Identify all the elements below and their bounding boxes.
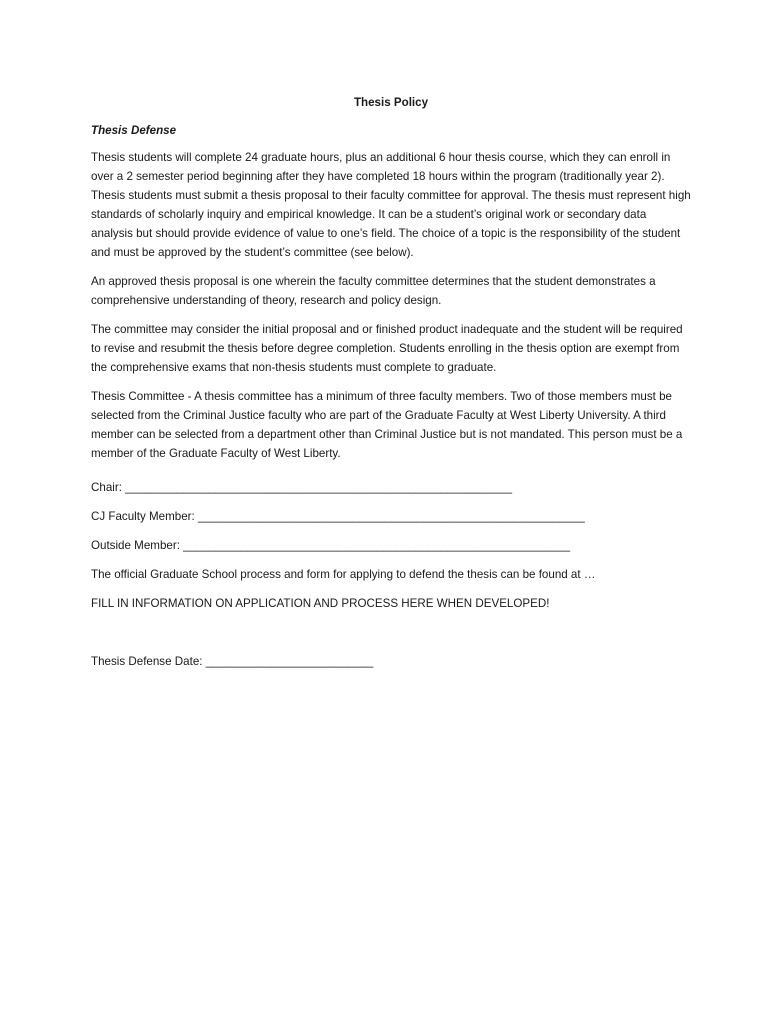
defense-date-line: Thesis Defense Date: __________________________ [91, 655, 374, 668]
spacer [91, 623, 691, 652]
document-title: Thesis Policy [353, 96, 429, 109]
paragraph-approved-proposal: An approved thesis proposal is one wherein the faculty committee determines that the student demonstrates a comprehensive understanding of theory, research and policy design. [91, 275, 656, 307]
cj-faculty-signature-line: CJ Faculty Member: ____________________________________________________________ [91, 510, 585, 523]
paragraph-committee-revision: The committee may consider the initial proposal and or finished product inadequate and the student will be required to revise and resubmit the thesis before degree completion. Students enrolling in the thesis option are exempt from the comprehensive exams that non-thesis students must complete to graduate. [91, 323, 683, 374]
process-note: The official Graduate School process and form for applying to defend the thesis can be found at … [91, 568, 596, 581]
chair-signature-line: Chair: ____________________________________________________________ [91, 481, 513, 494]
document-body [91, 93, 691, 681]
paragraph-thesis-committee: Thesis Committee - A thesis committee has a minimum of three faculty members. Two of those members must be selected from the Criminal Justice faculty who are part of the Graduate Faculty at West Liberty University. A third member can be selected from a department other than Criminal Justice but is not mandated. This person must be a member of the Graduate Faculty of West Liberty. [91, 390, 683, 460]
outside-member-signature-line: Outside Member: ____________________________________________________________ [91, 539, 571, 552]
fill-in-note: FILL IN INFORMATION ON APPLICATION AND PROCESS HERE WHEN DEVELOPED! [91, 597, 550, 610]
signature-block [91, 478, 691, 555]
paragraph-thesis-requirements: Thesis students will complete 24 graduate hours, plus an additional 6 hour thesis course, which they can enroll in over a 2 semester period beginning after they have completed 18 hours within the program (traditionally year 2). Thesis students must submit a thesis proposal to their faculty committee for approval. The thesis must represent high standards of scholarly inquiry and empirical knowledge. It can be a student’s original work or secondary data analysis but should provide evidence of value to one’s field. The choice of a topic is the responsibility of the student and must be approved by the student’s committee (see below). [91, 151, 691, 259]
section-heading: Thesis Defense [91, 124, 177, 137]
